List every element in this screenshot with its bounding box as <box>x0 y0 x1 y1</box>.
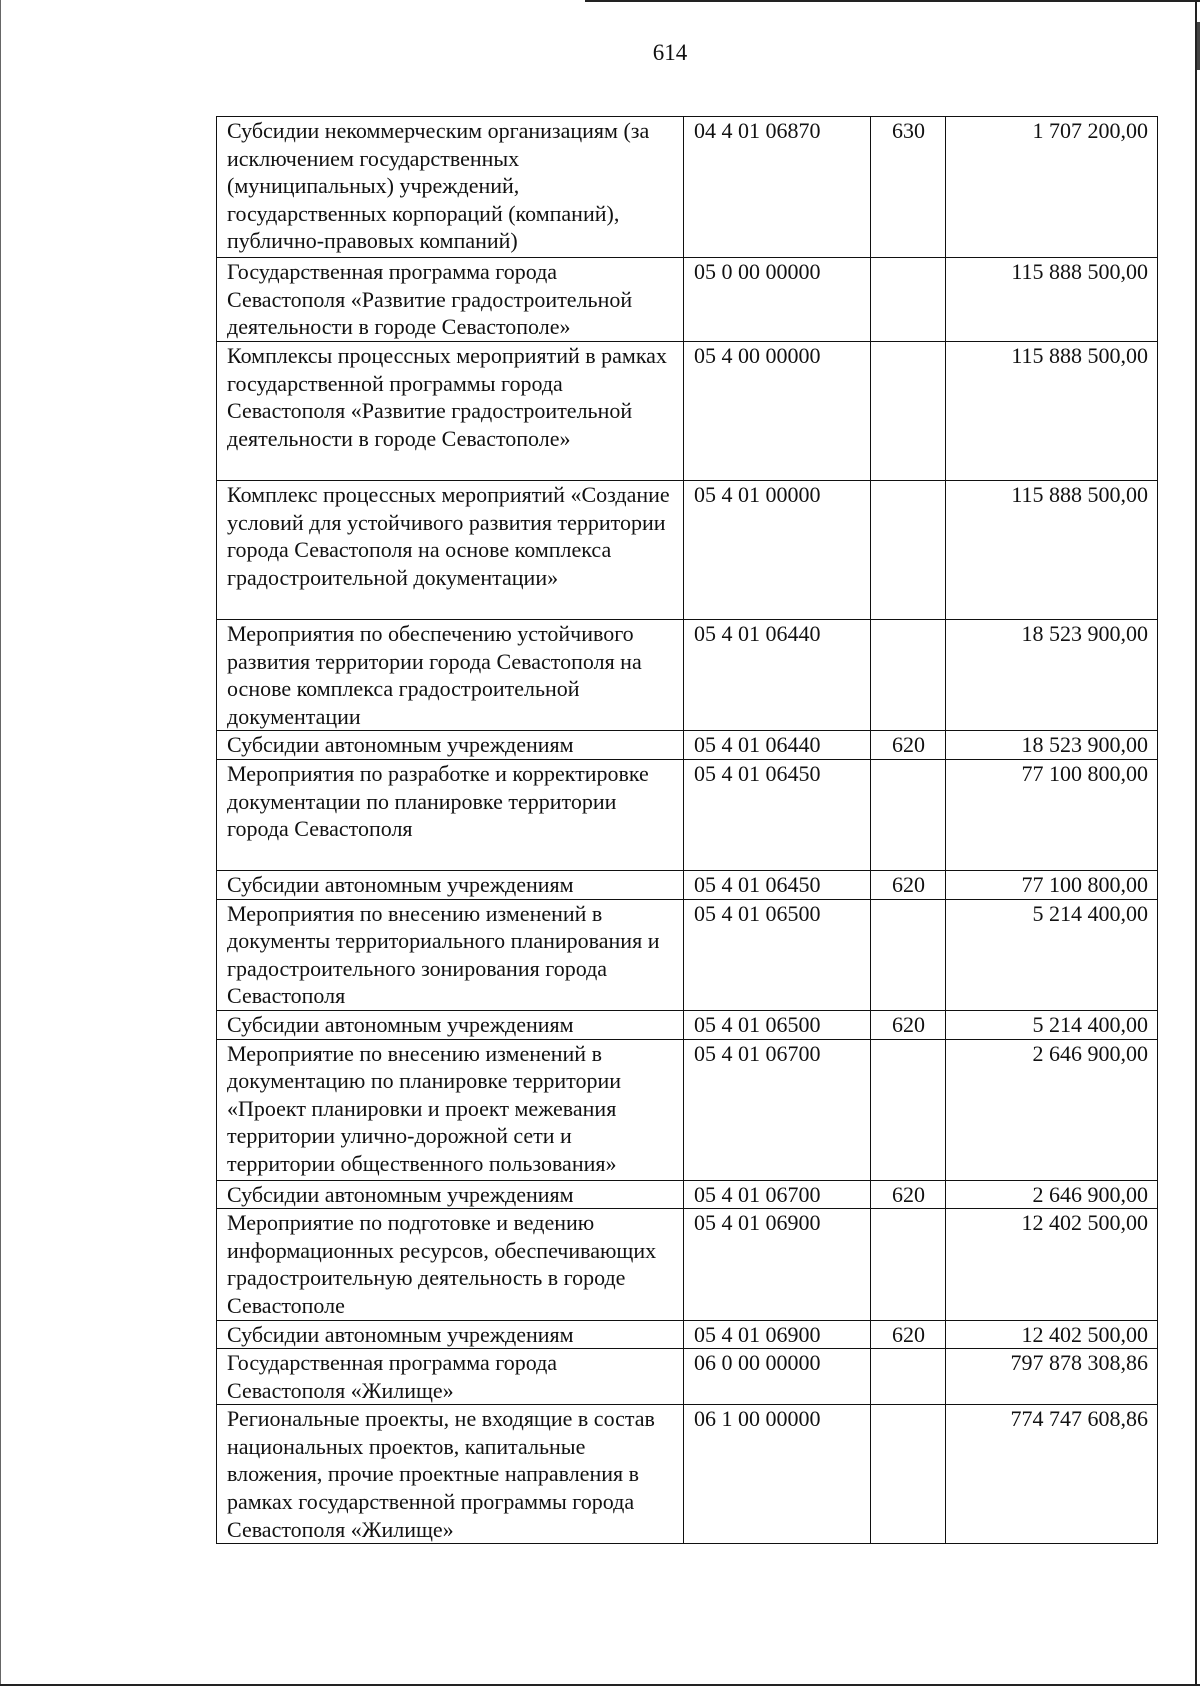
row-name-cell: Комплекс процессных мероприятий «Создание условий для устойчивого развития территории города Севастополя на основе комплекса градостроительной документации» <box>217 481 684 620</box>
table-row <box>217 481 1158 620</box>
row-sum-cell: 1 707 200,00 <box>946 117 1158 258</box>
table-row <box>217 1405 1158 1544</box>
row-type-cell: 620 <box>871 1180 946 1209</box>
row-code-cell: 05 4 01 06700 <box>684 1180 871 1209</box>
row-type-cell <box>871 1209 946 1320</box>
row-sum-cell: 774 747 608,86 <box>946 1405 1158 1544</box>
row-code-cell: 05 4 01 06450 <box>684 870 871 899</box>
row-type-cell: 630 <box>871 117 946 258</box>
row-sum-cell: 5 214 400,00 <box>946 1010 1158 1039</box>
table-row <box>217 1349 1158 1405</box>
row-sum-cell: 12 402 500,00 <box>946 1209 1158 1320</box>
budget-table <box>216 116 1158 1544</box>
row-name-cell: Субсидии некоммерческим организациям (за исключением государственных (муниципальных) учреждений, государственных корпораций (компаний), публично-правовых компаний) <box>217 117 684 258</box>
row-code-cell: 05 4 01 06440 <box>684 731 871 760</box>
page-number: 614 <box>652 40 688 65</box>
row-sum-cell: 115 888 500,00 <box>946 481 1158 620</box>
scan-edge-left <box>0 0 1 1686</box>
row-code-cell: 06 0 00 00000 <box>684 1349 871 1405</box>
row-name-cell: Мероприятия по разработке и корректировке документации по планировке территории города Севастополя <box>217 759 684 870</box>
table-row <box>217 870 1158 899</box>
row-code-cell: 06 1 00 00000 <box>684 1405 871 1544</box>
row-sum-cell: 115 888 500,00 <box>946 342 1158 481</box>
table-row <box>217 1209 1158 1320</box>
row-code-cell: 05 4 01 00000 <box>684 481 871 620</box>
row-code-cell: 05 4 01 06500 <box>684 899 871 1010</box>
row-sum-cell: 2 646 900,00 <box>946 1039 1158 1180</box>
table-row <box>217 620 1158 731</box>
row-code-cell: 05 4 00 00000 <box>684 342 871 481</box>
row-type-cell <box>871 342 946 481</box>
row-name-cell: Субсидии автономным учреждениям <box>217 731 684 760</box>
row-code-cell: 05 4 01 06900 <box>684 1320 871 1349</box>
row-type-cell <box>871 759 946 870</box>
row-sum-cell: 12 402 500,00 <box>946 1320 1158 1349</box>
row-type-cell <box>871 899 946 1010</box>
row-code-cell: 04 4 01 06870 <box>684 117 871 258</box>
scan-edge-right <box>1195 0 1197 1686</box>
table-row <box>217 117 1158 258</box>
row-type-cell <box>871 1039 946 1180</box>
table-row <box>217 342 1158 481</box>
row-name-cell: Государственная программа города Севастополя «Жилище» <box>217 1349 684 1405</box>
budget-table-body <box>217 117 1158 1544</box>
row-name-cell: Мероприятие по внесению изменений в документацию по планировке территории «Проект планировки и проект межевания территории улично-дорожной сети и территории общественного пользования» <box>217 1039 684 1180</box>
row-name-cell: Региональные проекты, не входящие в состав национальных проектов, капитальные вложения, прочие проектные направления в рамках государственной программы города Севастополя «Жилище» <box>217 1405 684 1544</box>
table-row <box>217 731 1158 760</box>
row-sum-cell: 797 878 308,86 <box>946 1349 1158 1405</box>
row-name-cell: Комплексы процессных мероприятий в рамках государственной программы города Севастополя «Развитие градостроительной деятельности в городе Севастополе» <box>217 342 684 481</box>
row-name-cell: Мероприятия по обеспечению устойчивого развития территории города Севастополя на основе комплекса градостроительной документации <box>217 620 684 731</box>
row-name-cell: Субсидии автономным учреждениям <box>217 1180 684 1209</box>
row-type-cell: 620 <box>871 1010 946 1039</box>
row-code-cell: 05 4 01 06500 <box>684 1010 871 1039</box>
row-code-cell: 05 4 01 06450 <box>684 759 871 870</box>
row-type-cell <box>871 620 946 731</box>
row-type-cell <box>871 481 946 620</box>
row-name-cell: Государственная программа города Севастополя «Развитие градостроительной деятельности в городе Севастополе» <box>217 258 684 342</box>
row-type-cell: 620 <box>871 731 946 760</box>
row-sum-cell: 18 523 900,00 <box>946 731 1158 760</box>
row-code-cell: 05 4 01 06700 <box>684 1039 871 1180</box>
row-name-cell: Субсидии автономным учреждениям <box>217 870 684 899</box>
row-type-cell: 620 <box>871 870 946 899</box>
row-sum-cell: 18 523 900,00 <box>946 620 1158 731</box>
table-row <box>217 258 1158 342</box>
table-row <box>217 1010 1158 1039</box>
row-code-cell: 05 0 00 00000 <box>684 258 871 342</box>
row-sum-cell: 77 100 800,00 <box>946 759 1158 870</box>
row-sum-cell: 115 888 500,00 <box>946 258 1158 342</box>
row-sum-cell: 2 646 900,00 <box>946 1180 1158 1209</box>
row-type-cell <box>871 258 946 342</box>
row-sum-cell: 77 100 800,00 <box>946 870 1158 899</box>
row-name-cell: Субсидии автономным учреждениям <box>217 1320 684 1349</box>
row-name-cell: Мероприятие по подготовке и ведению информационных ресурсов, обеспечивающих градостроительную деятельность в городе Севастополе <box>217 1209 684 1320</box>
row-sum-cell: 5 214 400,00 <box>946 899 1158 1010</box>
row-type-cell <box>871 1405 946 1544</box>
row-type-cell: 620 <box>871 1320 946 1349</box>
table-row <box>217 1180 1158 1209</box>
table-row <box>217 1320 1158 1349</box>
row-name-cell: Мероприятия по внесению изменений в документы территориального планирования и градостроительного зонирования города Севастополя <box>217 899 684 1010</box>
row-type-cell <box>871 1349 946 1405</box>
table-row <box>217 899 1158 1010</box>
row-code-cell: 05 4 01 06440 <box>684 620 871 731</box>
table-row <box>217 1039 1158 1180</box>
table-row <box>217 759 1158 870</box>
row-code-cell: 05 4 01 06900 <box>684 1209 871 1320</box>
scan-edge-top <box>585 0 1200 2</box>
row-name-cell: Субсидии автономным учреждениям <box>217 1010 684 1039</box>
